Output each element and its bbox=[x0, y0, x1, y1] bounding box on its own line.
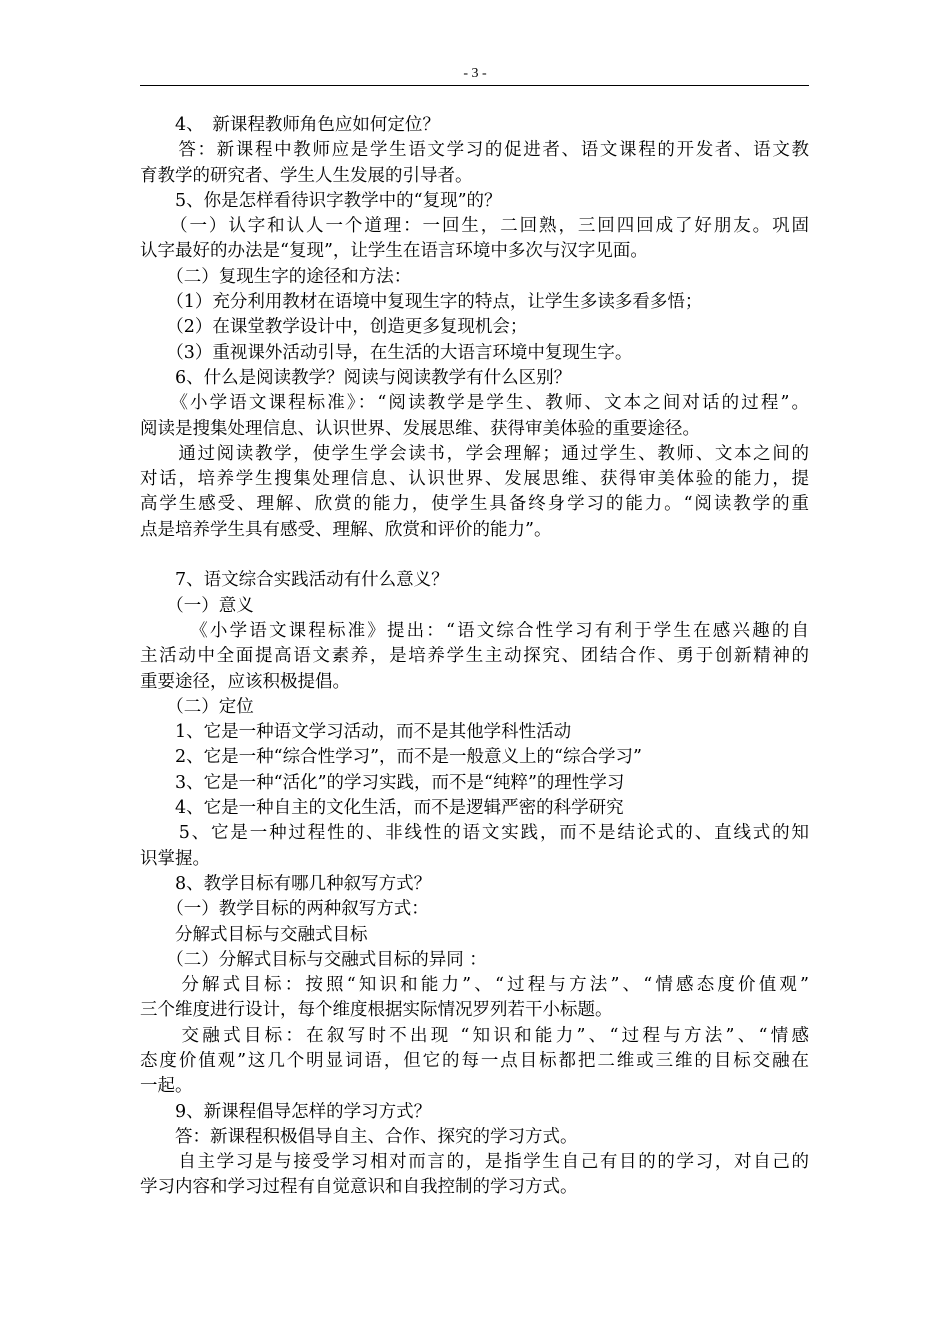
subheading: （二）复现生字的途径和方法： bbox=[140, 266, 412, 287]
subheading: （一）意义 bbox=[140, 595, 254, 616]
list-item: （1）充分利用教材在语境中复现生字的特点，让学生多读多看多悟； bbox=[140, 292, 703, 313]
paragraph-line: 点是培养学生具有感受、理解、欣赏和评价的能力”。 bbox=[140, 519, 552, 540]
list-item: 1、它是一种语文学习活动，而不是其他学科性活动 bbox=[140, 722, 572, 743]
header-rule bbox=[140, 85, 809, 86]
paragraph-line: 分解式目标与交融式目标 bbox=[140, 924, 368, 945]
paragraph-line: 育教学的研究者、学生人生发展的引导者。 bbox=[140, 165, 473, 186]
paragraph-line: 交融式目标：在叙写时不出现 “知识和能力”、“过程与方法”、“情感 bbox=[140, 1025, 809, 1046]
paragraph-line: 答：新课程积极倡导自主、合作、探究的学习方式。 bbox=[140, 1126, 578, 1147]
paragraph-line: 学习内容和学习过程有自觉意识和自我控制的学习方式。 bbox=[140, 1177, 578, 1198]
list-item: 4、它是一种自主的文化生活，而不是逻辑严密的科学研究 bbox=[140, 798, 624, 819]
document-body bbox=[140, 113, 809, 1201]
paragraph-line: 《小学语文课程标准》：“阅读教学是学生、教师、文本之间对话的过程”。 bbox=[140, 393, 809, 414]
paragraph-line: 答：新课程中教师应是学生语文学习的促进者、语文课程的开发者、语文教 bbox=[140, 140, 809, 161]
subheading: （一）教学目标的两种叙写方式： bbox=[140, 899, 429, 920]
paragraph-line: 《小学语文课程标准》提出：“语文综合性学习有利于学生在感兴趣的自 bbox=[140, 620, 809, 641]
list-item: 2、它是一种“综合性学习”，而不是一般意义上的“综合学习” bbox=[140, 747, 642, 768]
paragraph-line: 阅读是搜集处理信息、认识世界、发展思维、获得审美体验的重要途径。 bbox=[140, 418, 700, 439]
paragraph-line: 对话，培养学生搜集处理信息、认识世界、发展思维、获得审美体验的能力，提 bbox=[140, 469, 809, 490]
paragraph-line: 自主学习是与接受学习相对而言的，是指学生自己有目的的学习，对自己的 bbox=[140, 1152, 809, 1173]
question-9-heading: 9、新课程倡导怎样的学习方式？ bbox=[140, 1101, 432, 1122]
paragraph-line: 通过阅读教学，使学生学会读书，学会理解；通过学生、教师、文本之间的 bbox=[140, 443, 809, 464]
list-item: （2）在课堂教学设计中，创造更多复现机会； bbox=[140, 317, 528, 338]
subheading: （二）定位 bbox=[140, 696, 254, 717]
list-item: （3）重视课外活动引导，在生活的大语言环境中复现生字。 bbox=[140, 342, 633, 363]
question-6-heading: 6、什么是阅读教学？阅读与阅读教学有什么区别？ bbox=[140, 367, 572, 388]
paragraph-line: （一）认字和认人一个道理：一回生，二回熟，三回四回成了好朋友。巩固 bbox=[140, 216, 809, 237]
paragraph-line: 三个维度进行设计，每个维度根据实际情况罗列若干小标题。 bbox=[140, 1000, 613, 1021]
paragraph-line: 态度价值观”这几个明显词语，但它的每一点目标都把二维或三维的目标交融在 bbox=[140, 1050, 809, 1071]
question-4-heading: 4、 新课程教师角色应如何定位？ bbox=[140, 115, 440, 135]
blank-line bbox=[140, 543, 809, 568]
list-item: 3、它是一种“活化”的学习实践，而不是“纯粹”的理性学习 bbox=[140, 772, 625, 793]
paragraph-line: 认字最好的办法是“复现”，让学生在语言环境中多次与汉字见面。 bbox=[140, 241, 648, 262]
paragraph-line: 分解式目标：按照“知识和能力”、“过程与方法”、“情感态度价值观” bbox=[140, 975, 809, 996]
list-item: 识掌握。 bbox=[140, 848, 210, 869]
paragraph-line: 高学生感受、理解、欣赏的能力，使学生具备终身学习的能力。“阅读教学的重 bbox=[140, 494, 809, 515]
page-number: - 3 - bbox=[463, 66, 487, 81]
question-7-heading: 7、语文综合实践活动有什么意义？ bbox=[140, 570, 449, 591]
question-5-heading: 5、你是怎样看待识字教学中的“复现”的？ bbox=[140, 190, 502, 211]
paragraph-line: 主活动中全面提高语文素养，是培养学生主动探究、团结合作、勇于创新精神的 bbox=[140, 646, 809, 667]
subheading: （二）分解式目标与交融式目标的异同 ： bbox=[140, 949, 487, 970]
list-item: 5、它是一种过程性的、非线性的语文实践，而不是结论式的、直线式的知 bbox=[140, 823, 809, 844]
question-8-heading: 8、教学目标有哪几种叙写方式？ bbox=[140, 873, 432, 894]
paragraph-line: 一起。 bbox=[140, 1076, 193, 1097]
paragraph-line: 重要途径，应该积极提倡。 bbox=[140, 671, 350, 692]
